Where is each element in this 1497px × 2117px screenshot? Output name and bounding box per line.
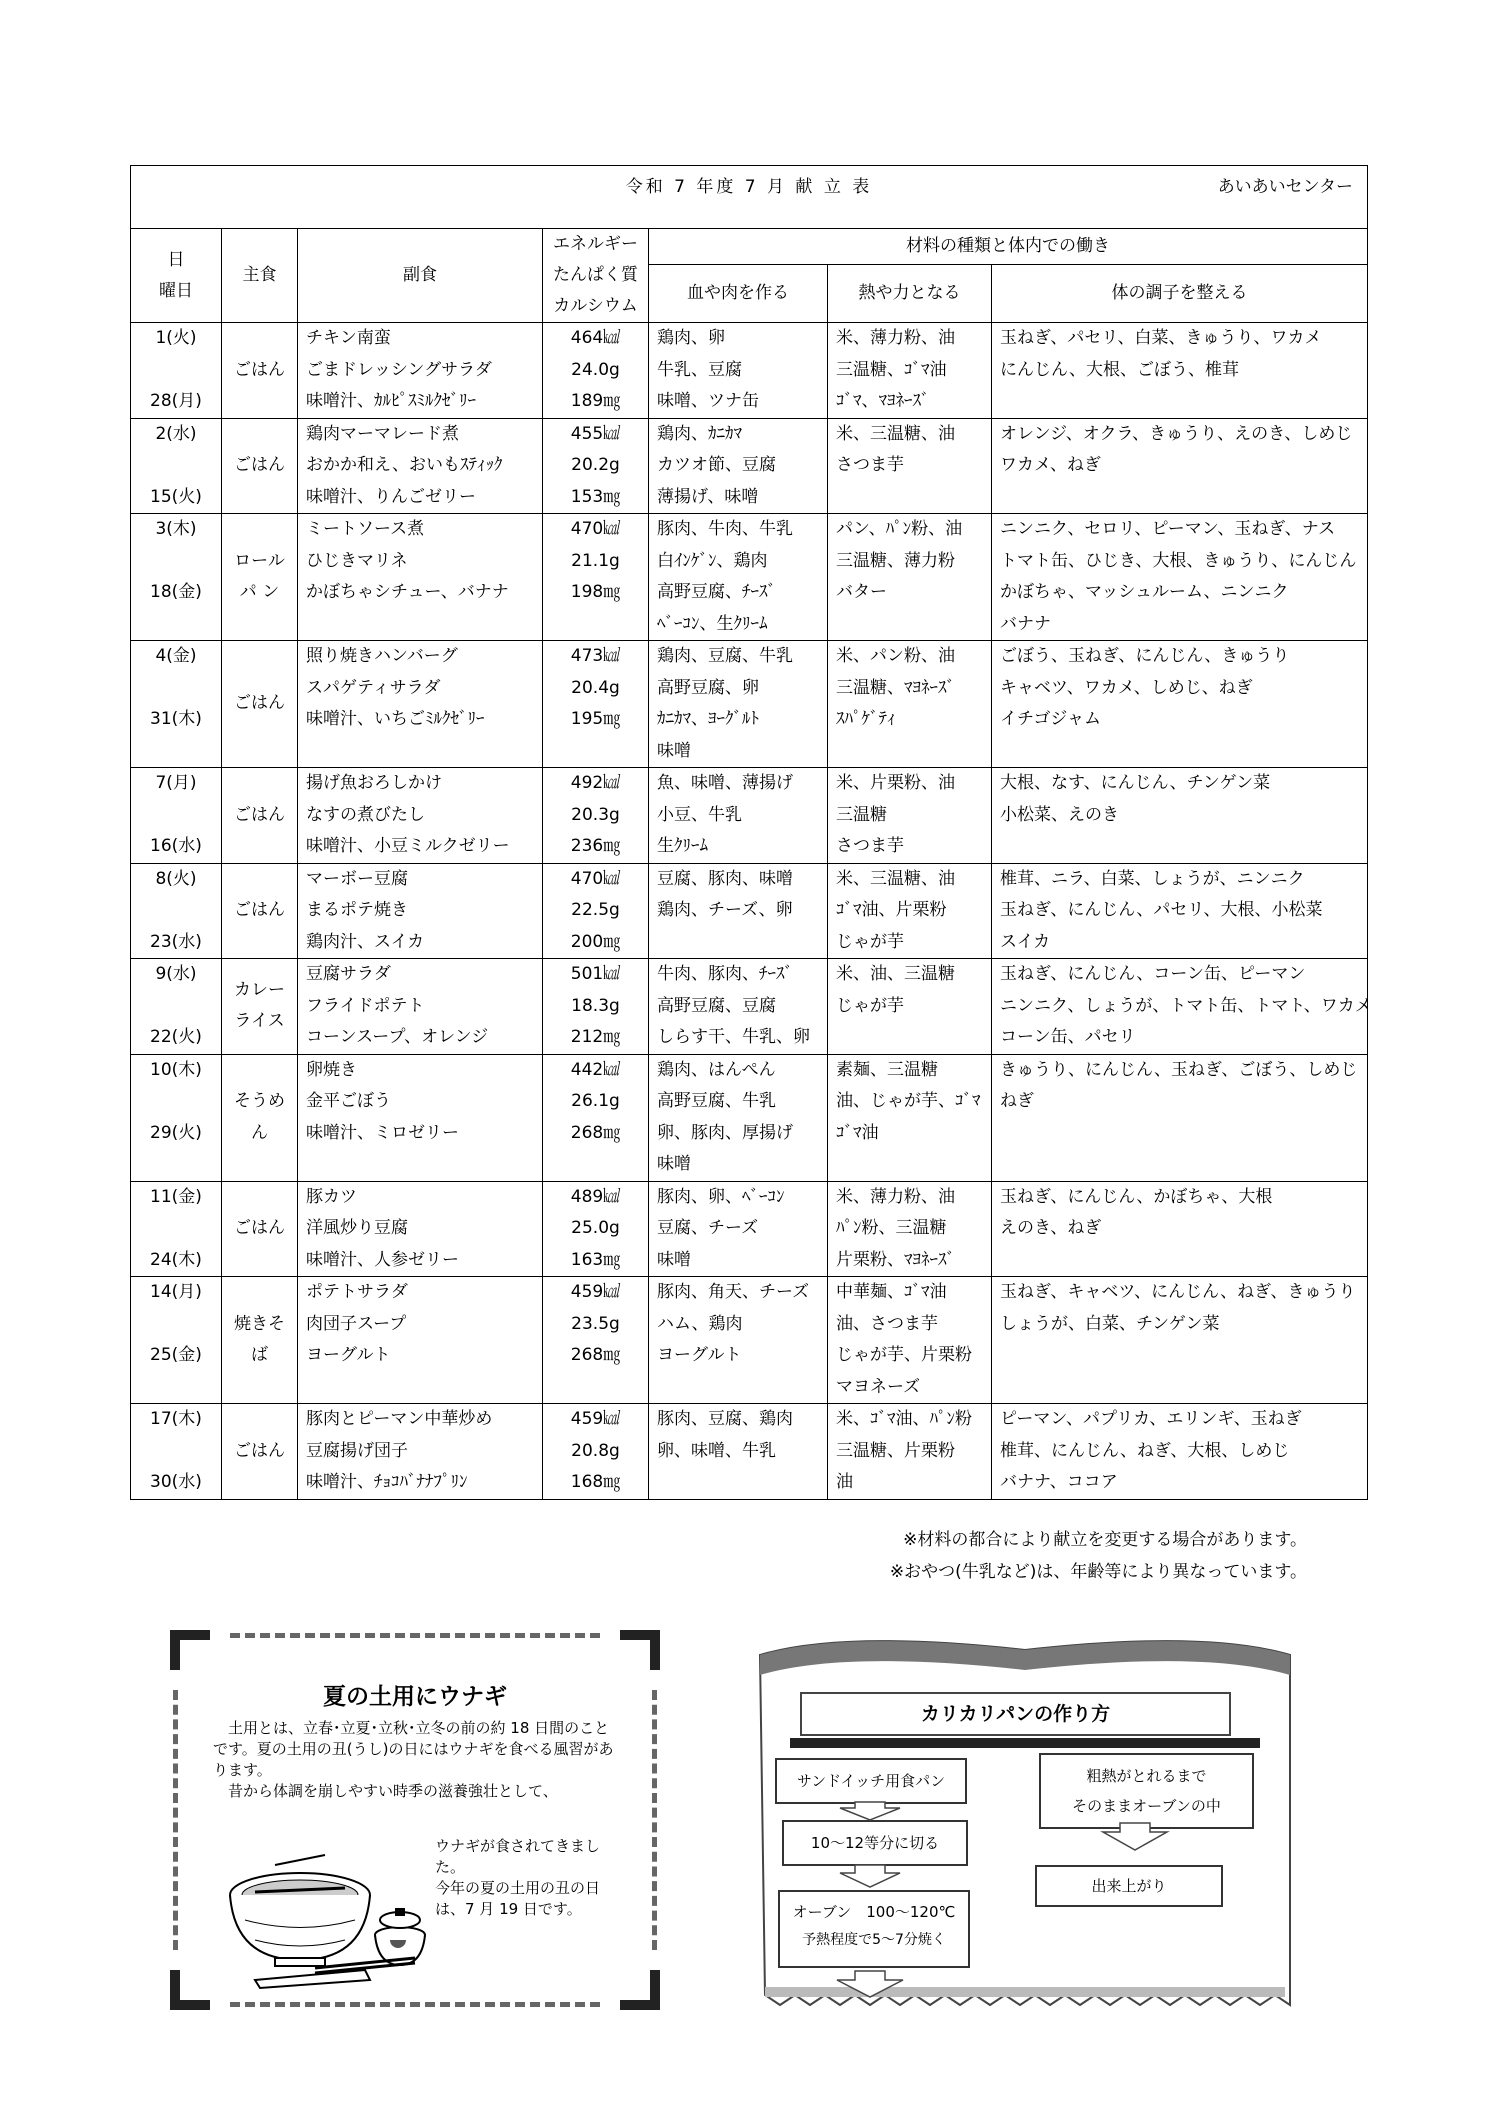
recipe-title: カリカリパンの作り方 xyxy=(800,1692,1231,1736)
body-cell: きゅうり、にんじん、玉ねぎ、ごぼう、しめじ ねぎ xyxy=(992,1054,1368,1181)
heat-cell: 米、片栗粉、油 三温糖 さつま芋 xyxy=(828,768,992,864)
flow-arrows xyxy=(755,1625,1295,2015)
staple-cell: 焼きそ ば xyxy=(222,1277,298,1404)
blood-cell: 豆腐、豚肉、味噌 鶏肉、チーズ、卵 xyxy=(649,863,828,959)
center-name: あいあいセンター xyxy=(1217,177,1354,197)
side-dish-cell: 豚肉とピーマン中華炒め 豆腐揚げ団子 味噌汁、ﾁｮｺﾊﾞﾅﾅﾌﾟﾘﾝ xyxy=(298,1404,543,1500)
step-cool: 粗熱がとれるまで そのままオーブンの中 xyxy=(1039,1753,1254,1829)
staple-cell: ごはん xyxy=(222,641,298,768)
col-blood-header: 血や肉を作る xyxy=(649,265,828,323)
arrow-1 xyxy=(840,1802,900,1820)
blood-cell: 魚、味噌、薄揚げ 小豆、牛乳 生ｸﾘｰﾑ xyxy=(649,768,828,864)
menu-title: 令和 7 年度 7 月 献 立 表 xyxy=(625,177,873,197)
menu-table xyxy=(130,165,1372,1500)
corner-bl xyxy=(170,1970,210,2010)
step-bread: サンドイッチ用食パン xyxy=(775,1758,967,1804)
corner-br xyxy=(620,1970,660,2010)
nutrition-cell: 492㎉ 20.3g 236㎎ xyxy=(543,768,649,864)
unagi-bowl-illustration xyxy=(215,1840,445,1990)
date-cell: 2(水) 15(火) xyxy=(131,418,222,514)
unagi-text-side: ウナギが食されてきました。 今年の夏の土用の丑の日は、7 月 19 日です。 xyxy=(435,1837,601,1918)
side-dish-cell: マーボー豆腐 まるポテ焼き 鶏肉汁、スイカ xyxy=(298,863,543,959)
blood-cell: 鶏肉、ｶﾆｶﾏ カツオ節、豆腐 薄揚げ、味噌 xyxy=(649,418,828,514)
corner-tl xyxy=(170,1630,210,1670)
dash-bottom xyxy=(230,2002,600,2007)
unagi-panel xyxy=(170,1630,660,2010)
dash-top xyxy=(230,1633,600,1638)
side-dish-cell: ミートソース煮 ひじきマリネ かぼちゃシチュー、バナナ xyxy=(298,514,543,641)
menu-row xyxy=(131,768,1368,864)
note-snack: ※おやつ(牛乳など)は、年齢等により異なっています。 xyxy=(889,1562,1307,1582)
staple-cell: ごはん xyxy=(222,768,298,864)
body-cell: 玉ねぎ、にんじん、コーン缶、ピーマン ニンニク、しょうが、トマト缶、トマト、ワカメ コーン缶、パセリ xyxy=(992,959,1368,1055)
col-body-header: 体の調子を整える xyxy=(992,265,1368,323)
heat-cell: 米、油、三温糖 じゃが芋 xyxy=(828,959,992,1055)
menu-row xyxy=(131,959,1368,1055)
step-done: 出来上がり xyxy=(1035,1865,1223,1907)
col-nutrition-header: エネルギー たんぱく質 カルシウム xyxy=(543,229,649,323)
heat-cell: 米、薄力粉、油 ﾊﾟﾝ粉、三温糖 片栗粉、ﾏﾖﾈｰｽﾞ xyxy=(828,1181,992,1277)
menu-row xyxy=(131,863,1368,959)
col-date-header: 日 曜日 xyxy=(131,229,222,323)
body-cell: ニンニク、セロリ、ピーマン、玉ねぎ、ナス トマト缶、ひじき、大根、きゅうり、にんじん かぼちゃ、マッシュルーム、ニンニク バナナ xyxy=(992,514,1368,641)
side-dish-cell: 鶏肉マーマレード煮 おかか和え、おいもｽﾃｨｯｸ 味噌汁、りんごゼリー xyxy=(298,418,543,514)
staple-cell: ごはん xyxy=(222,1404,298,1500)
arrow-4 xyxy=(1103,1823,1167,1850)
arrow-3 xyxy=(837,1971,903,1997)
date-cell: 7(月) 16(水) xyxy=(131,768,222,864)
col-staple-header: 主食 xyxy=(222,229,298,323)
menu-row xyxy=(131,323,1368,419)
nutrition-cell: 501㎉ 18.3g 212㎎ xyxy=(543,959,649,1055)
body-cell: ピーマン、パプリカ、エリンギ、玉ねぎ 椎茸、にんじん、ねぎ、大根、しめじ バナナ、ココア xyxy=(992,1404,1368,1500)
blood-cell: 豚肉、角天、チーズ ハム、鶏肉 ヨーグルト xyxy=(649,1277,828,1404)
nutrition-cell: 455㎉ 20.2g 153㎎ xyxy=(543,418,649,514)
nutrition-cell: 459㎉ 20.8g 168㎎ xyxy=(543,1404,649,1500)
heat-cell: 米、三温糖、油 ｺﾞﾏ油、片栗粉 じゃが芋 xyxy=(828,863,992,959)
blood-cell: 鶏肉、卵 牛乳、豆腐 味噌、ツナ缶 xyxy=(649,323,828,419)
note-change: ※材料の都合により献立を変更する場合があります。 xyxy=(903,1530,1307,1550)
body-cell: オレンジ、オクラ、きゅうり、えのき、しめじ ワカメ、ねぎ xyxy=(992,418,1368,514)
menu-row xyxy=(131,1404,1368,1500)
col-materials-header: 材料の種類と体内での働き xyxy=(649,229,1368,265)
arrow-2 xyxy=(840,1865,900,1887)
side-dish-cell: 豆腐サラダ フライドポテト コーンスープ、オレンジ xyxy=(298,959,543,1055)
staple-cell: ごはん xyxy=(222,323,298,419)
side-dish-cell: チキン南蛮 ごまドレッシングサラダ 味噌汁、ｶﾙﾋﾟｽﾐﾙｸｾﾞﾘｰ xyxy=(298,323,543,419)
date-cell: 9(水) 22(火) xyxy=(131,959,222,1055)
staple-cell: カレー ライス xyxy=(222,959,298,1055)
heat-cell: 米、ｺﾞﾏ油、ﾊﾟﾝ粉 三温糖、片栗粉 油 xyxy=(828,1404,992,1500)
dash-left xyxy=(173,1690,178,1950)
blood-cell: 豚肉、卵、ﾍﾞｰｺﾝ 豆腐、チーズ 味噌 xyxy=(649,1181,828,1277)
heat-cell: 米、三温糖、油 さつま芋 xyxy=(828,418,992,514)
title-cell xyxy=(131,166,1368,229)
menu-row xyxy=(131,1277,1368,1404)
date-cell: 3(木) 18(金) xyxy=(131,514,222,641)
unagi-title: 夏の土用にウナギ xyxy=(323,1684,507,1710)
staple-cell: ロール パ ン xyxy=(222,514,298,641)
date-cell: 17(木) 30(水) xyxy=(131,1404,222,1500)
blood-cell: 豚肉、豆腐、鶏肉 卵、味噌、牛乳 xyxy=(649,1404,828,1500)
blood-cell: 豚肉、牛肉、牛乳 白ｲﾝｹﾞﾝ、鶏肉 高野豆腐、ﾁｰｽﾞ ﾍﾞｰｺﾝ、生ｸﾘｰﾑ xyxy=(649,514,828,641)
heat-cell: 米、薄力粉、油 三温糖、ｺﾞﾏ油 ｺﾞﾏ、ﾏﾖﾈｰｽﾞ xyxy=(828,323,992,419)
blood-cell: 鶏肉、豆腐、牛乳 高野豆腐、卵 ｶﾆｶﾏ、ﾖｰｸﾞﾙﾄ 味噌 xyxy=(649,641,828,768)
date-cell: 8(火) 23(水) xyxy=(131,863,222,959)
menu-row xyxy=(131,514,1368,641)
date-cell: 11(金) 24(木) xyxy=(131,1181,222,1277)
staple-cell: ごはん xyxy=(222,1181,298,1277)
side-dish-cell: ポテトサラダ 肉団子スープ ヨーグルト xyxy=(298,1277,543,1404)
side-dish-cell: 卵焼き 金平ごぼう 味噌汁、ミロゼリー xyxy=(298,1054,543,1181)
body-cell: 玉ねぎ、キャベツ、にんじん、ねぎ、きゅうり しょうが、白菜、チンゲン菜 xyxy=(992,1277,1368,1404)
nutrition-cell: 470㎉ 21.1g 198㎎ xyxy=(543,514,649,641)
nutrition-cell: 442㎉ 26.1g 268㎎ xyxy=(543,1054,649,1181)
nutrition-cell: 464㎉ 24.0g 189㎎ xyxy=(543,323,649,419)
heat-cell: 中華麺、ｺﾞﾏ油 油、さつま芋 じゃが芋、片栗粉 マヨネーズ xyxy=(828,1277,992,1404)
date-cell: 14(月) 25(金) xyxy=(131,1277,222,1404)
corner-tr xyxy=(620,1630,660,1670)
body-cell: 玉ねぎ、にんじん、かぼちゃ、大根 えのき、ねぎ xyxy=(992,1181,1368,1277)
nutrition-cell: 459㎉ 23.5g 268㎎ xyxy=(543,1277,649,1404)
date-cell: 4(金) 31(木) xyxy=(131,641,222,768)
blood-cell: 牛肉、豚肉、ﾁｰｽﾞ 高野豆腐、豆腐 しらす干、牛乳、卵 xyxy=(649,959,828,1055)
body-cell: 玉ねぎ、パセリ、白菜、きゅうり、ワカメ にんじん、大根、ごぼう、椎茸 xyxy=(992,323,1368,419)
body-cell: 大根、なす、にんじん、チンゲン菜 小松菜、えのき xyxy=(992,768,1368,864)
menu-row xyxy=(131,1054,1368,1181)
date-cell: 1(火) 28(月) xyxy=(131,323,222,419)
dash-right xyxy=(652,1690,657,1950)
menu-row xyxy=(131,1181,1368,1277)
menu-row xyxy=(131,641,1368,768)
nutrition-cell: 489㎉ 25.0g 163㎎ xyxy=(543,1181,649,1277)
body-cell: 椎茸、ニラ、白菜、しょうが、ニンニク 玉ねぎ、にんじん、パセリ、大根、小松菜 スイカ xyxy=(992,863,1368,959)
menu-row xyxy=(131,418,1368,514)
staple-cell: そうめ ん xyxy=(222,1054,298,1181)
staple-cell: ごはん xyxy=(222,863,298,959)
side-dish-cell: 揚げ魚おろしかけ なすの煮びたし 味噌汁、小豆ミルクゼリー xyxy=(298,768,543,864)
nutrition-cell: 470㎉ 22.5g 200㎎ xyxy=(543,863,649,959)
side-dish-cell: 照り焼きハンバーグ スパゲティサラダ 味噌汁、いちごﾐﾙｸｾﾞﾘｰ xyxy=(298,641,543,768)
karikari-pan-recipe xyxy=(755,1625,1295,2015)
staple-cell: ごはん xyxy=(222,418,298,514)
unagi-text: 土用とは、立春･立夏･立秋･立冬の前の約 18 日間のことです。夏の土用の丑(うし)の日にはウナギを食べる風習があります。 昔から体調を崩しやすい時季の滋養強壮として、 xyxy=(213,1719,614,1800)
heat-cell: 素麺、三温糖 油、じゃが芋、ｺﾞﾏ ｺﾞﾏ油 xyxy=(828,1054,992,1181)
step-cut: 10～12等分に切る xyxy=(782,1820,968,1866)
heat-cell: パン、ﾊﾟﾝ粉、油 三温糖、薄力粉 バター xyxy=(828,514,992,641)
col-side-header: 副食 xyxy=(298,229,543,323)
blood-cell: 鶏肉、はんぺん 高野豆腐、牛乳 卵、豚肉、厚揚げ 味噌 xyxy=(649,1054,828,1181)
body-cell: ごぼう、玉ねぎ、にんじん、きゅうり キャベツ、ワカメ、しめじ、ねぎ イチゴジャム xyxy=(992,641,1368,768)
nutrition-cell: 473㎉ 20.4g 195㎎ xyxy=(543,641,649,768)
col-heat-header: 熱や力となる xyxy=(828,265,992,323)
side-dish-cell: 豚カツ 洋風炒り豆腐 味噌汁、人参ゼリー xyxy=(298,1181,543,1277)
heat-cell: 米、パン粉、油 三温糖、ﾏﾖﾈｰｽﾞ ｽﾊﾟｹﾞﾃｨ xyxy=(828,641,992,768)
date-cell: 10(木) 29(火) xyxy=(131,1054,222,1181)
step-oven: オーブン 100～120℃ 予熱程度で5～7分焼く xyxy=(778,1890,970,1968)
